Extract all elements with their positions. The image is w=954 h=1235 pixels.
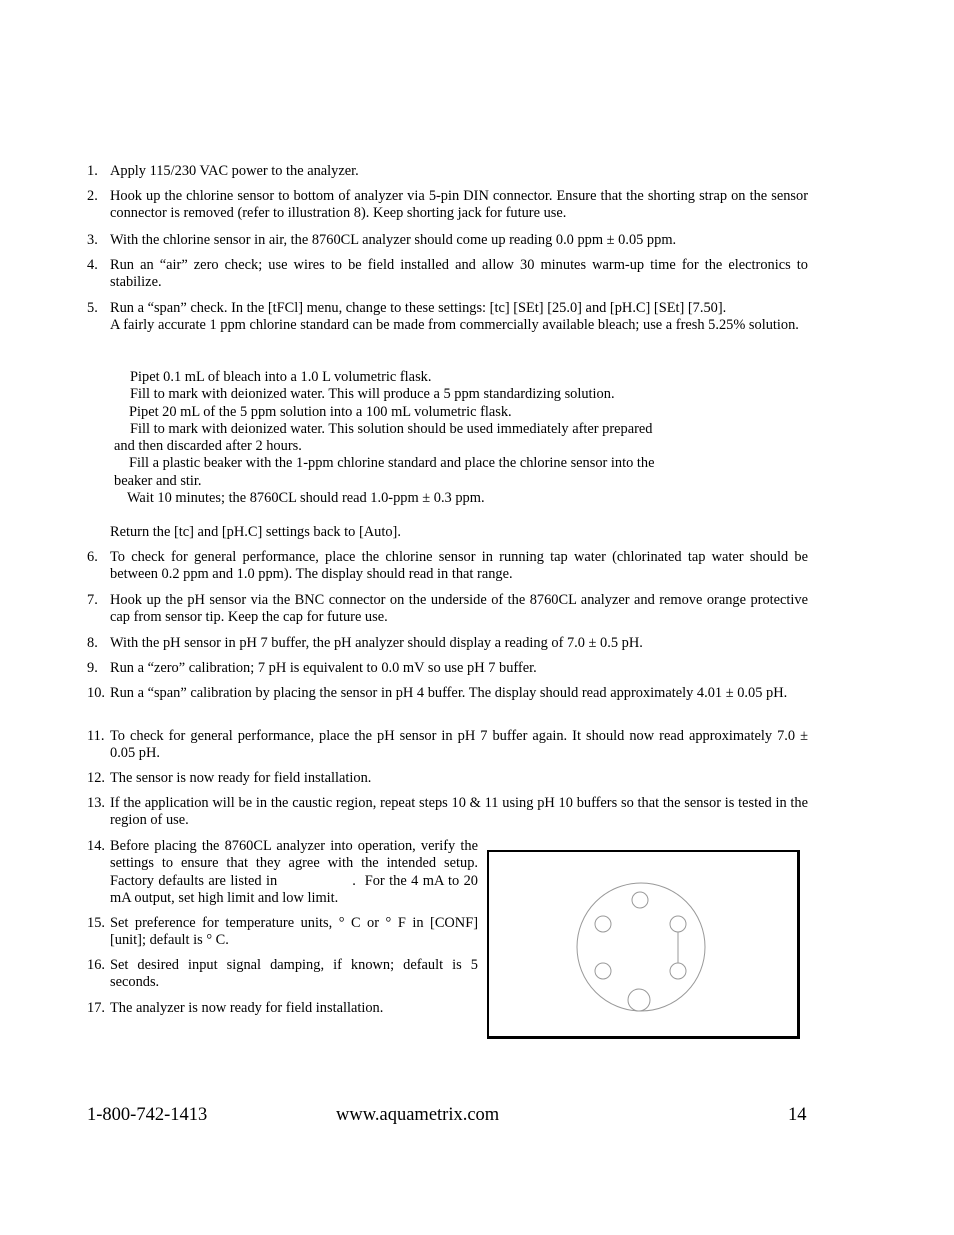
step-number: 5. — [87, 300, 98, 316]
din-connector-diagram — [489, 852, 797, 1036]
connector-key — [628, 989, 650, 1011]
step-note: A fairly accurate 1 ppm chlorine standard can be made from commercially available bleach; use a fresh 5.25% solution. — [110, 317, 799, 334]
step-text: The analyzer is now ready for field installation. — [110, 1000, 384, 1016]
step-item — [87, 549, 808, 584]
footer-website[interactable]: www.aquametrix.com — [336, 1105, 500, 1125]
step-item — [87, 770, 808, 787]
connector-pin — [670, 916, 686, 932]
step-text: The sensor is now ready for field installation. — [110, 770, 372, 786]
step-number: 17. — [87, 1000, 105, 1016]
step-item — [87, 685, 808, 702]
page-number: 14 — [788, 1105, 807, 1125]
step-text: Run an “air” zero check; use wires to be field installed and allow 30 minutes warm-up time for the electronics to stabilize. — [110, 257, 808, 291]
step-number: 1. — [87, 163, 98, 179]
step-number: 8. — [87, 635, 98, 651]
step-item — [87, 1000, 478, 1017]
step-text: Run a “span” calibration by placing the sensor in pH 4 buffer. The display should read approximately 4.01 ± 0.05 pH. — [110, 685, 788, 701]
step-number: 15. — [87, 915, 105, 931]
procedure-line: Fill to mark with deionized water. This will produce a 5 ppm standardizing solution. — [130, 386, 615, 403]
return-settings-note: Return the [tc] and [pH.C] settings back to [Auto]. — [110, 524, 401, 540]
step-number: 7. — [87, 592, 98, 608]
connector-pin — [595, 916, 611, 932]
step-item — [87, 232, 808, 249]
procedure-line: Wait 10 minutes; the 8760CL should read 1.0-ppm ± 0.3 ppm. — [127, 490, 485, 507]
step-number: 13. — [87, 795, 105, 811]
procedure-line: Pipet 0.1 mL of bleach into a 1.0 L volumetric flask. — [130, 369, 432, 385]
standard-procedure — [110, 369, 750, 507]
step-number: 3. — [87, 232, 98, 248]
connector-illustration — [487, 850, 800, 1039]
step-text: To check for general performance, place the chlorine sensor in running tap water (chlorinated tap water should be between 0.2 ppm and 1.0 ppm). The display should read in that range. — [110, 549, 808, 583]
step-item — [87, 188, 808, 223]
step-item — [87, 728, 808, 763]
connector-pin — [595, 963, 611, 979]
step-number: 4. — [87, 257, 98, 273]
step-item — [87, 838, 486, 907]
step-number: 9. — [87, 660, 98, 676]
step-number: 10. — [87, 685, 105, 701]
step-number: 11. — [87, 728, 105, 744]
procedure-line: Fill to mark with deionized water. This solution should be used immediately after prepared — [130, 420, 653, 437]
procedure-line: beaker and stir. — [114, 472, 202, 489]
step-text: If the application will be in the caustic region, repeat steps 10 & 11 using pH 10 buffers so that the sensor is tested in the region of use. — [110, 795, 808, 829]
step-text: Before placing the 8760CL analyzer into operation, verify the settings to ensure that they agree with the intended setup. Factory defaults are listed in . For the 4 mA to 20 mA output, set high limit and low limit. — [110, 838, 486, 906]
step-text: To check for general performance, place the pH sensor in pH 7 buffer again. It should now read approximately 7.0 ± 0.05 pH. — [110, 728, 808, 762]
step-item — [87, 257, 808, 292]
procedure-line: Pipet 20 mL of the 5 ppm solution into a 100 mL volumetric flask. — [129, 403, 512, 420]
step-number: 6. — [87, 549, 98, 565]
step-item — [87, 957, 478, 992]
step-item — [87, 915, 478, 950]
step-text: Run a “span” check. In the [tFCl] menu, change to these settings: [tc] [SEt] [25.0] and [pH.C] [SEt] [7.50]. — [110, 300, 727, 316]
step-number: 12. — [87, 770, 105, 786]
step-text: Run a “zero” calibration; 7 pH is equivalent to 0.0 mV so use pH 7 buffer. — [110, 660, 537, 676]
step-text: Set desired input signal damping, if known; default is 5 seconds. — [110, 957, 478, 991]
step-item — [87, 300, 808, 335]
procedure-line: and then discarded after 2 hours. — [114, 438, 302, 455]
footer-phone: 1-800-742-1413 — [87, 1105, 208, 1125]
connector-pin — [632, 892, 648, 908]
step-text: Set preference for temperature units, ° C or ° F in [CONF] [unit]; default is ° C. — [110, 915, 478, 949]
step-number: 16. — [87, 957, 105, 973]
step-item — [87, 592, 808, 627]
step-text: Hook up the chlorine sensor to bottom of analyzer via 5-pin DIN connector. Ensure that the shorting strap on the sensor connector is removed (refer to illustration 8). Keep shorting jack for future use. — [110, 188, 808, 222]
step-item — [87, 635, 808, 652]
connector-pin — [670, 963, 686, 979]
step-item — [87, 163, 808, 180]
step-text: With the pH sensor in pH 7 buffer, the pH analyzer should display a reading of 7.0 ± 0.5 pH. — [110, 635, 643, 651]
connector-outline — [577, 883, 705, 1011]
procedure-line: Fill a plastic beaker with the 1-ppm chlorine standard and place the chlorine sensor into the — [129, 455, 655, 472]
step-item — [87, 795, 808, 830]
step-item — [87, 660, 808, 677]
step-text: With the chlorine sensor in air, the 8760CL analyzer should come up reading 0.0 ppm ± 0.05 ppm. — [110, 232, 677, 248]
step-text: Apply 115/230 VAC power to the analyzer. — [110, 163, 359, 179]
step-number: 2. — [87, 188, 98, 204]
step-number: 14. — [87, 838, 105, 854]
step-text: Hook up the pH sensor via the BNC connector on the underside of the 8760CL analyzer and remove orange protective cap from sensor tip. Keep the cap for future use. — [110, 592, 808, 626]
